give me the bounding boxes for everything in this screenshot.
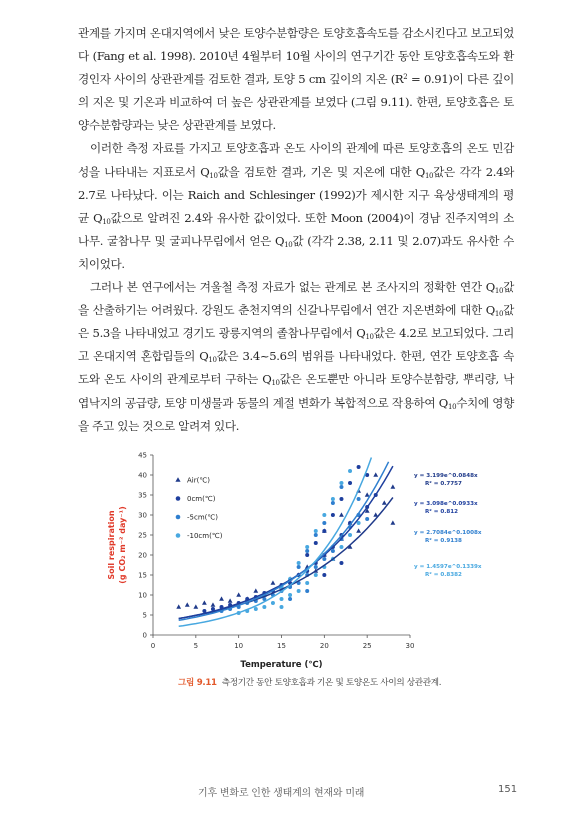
y-axis-label-line: (g CO₂ m⁻² day⁻¹) — [118, 506, 127, 584]
data-point — [357, 497, 361, 501]
body-paragraph — [78, 22, 514, 137]
y-tick-label: 10 — [138, 591, 147, 600]
y-tick-label: 20 — [138, 551, 147, 560]
data-point — [211, 602, 216, 606]
data-point — [262, 605, 266, 609]
x-tick-label: 10 — [234, 642, 244, 650]
y-tick-label: 35 — [138, 491, 147, 500]
fit-r-squared: R² = 0.8382 — [425, 572, 462, 578]
fit-curve — [179, 462, 389, 621]
data-point — [322, 529, 326, 533]
figure-caption — [178, 676, 441, 688]
body-paragraph — [78, 137, 514, 276]
data-point — [314, 533, 318, 537]
text-run: 값을 검토한 결과, 기온 및 지온에 대한 Q — [217, 164, 425, 179]
text-run: 수치에 영향을 주고 있는 것으로 알려져 있다. — [78, 395, 514, 433]
text-run: 값을 산출하기는 어려웠다. 강원도 춘천지역의 신갈나무림에서 연간 지온변화에 대한 Q — [78, 280, 514, 318]
body-text — [78, 22, 514, 438]
text-run: 10 — [102, 217, 111, 226]
x-axis-label: Temperature (℃) — [240, 660, 323, 670]
text-run: 10 — [447, 402, 457, 411]
text-run: 관계를 가지며 온대지역에서 낮은 토양수분함량은 토양호흡속도를 감소시킨다고 보고되었다 (Fang et al. 1998). 2010년 4월부터 10월 사이의 연구기간 동안 토양호흡속도와 환경인자 사이의 상관관계를 검토한 결과, 토양 5 cm 깊이의 지온 (R — [78, 26, 514, 87]
fit-r-squared: R² = 0.9138 — [425, 538, 462, 544]
text-run: 10 — [424, 171, 434, 180]
data-point — [339, 497, 343, 501]
text-run: 10 — [494, 287, 504, 296]
data-point — [271, 580, 276, 584]
figure-number: 그림 9.11 — [178, 678, 217, 688]
fit-equation: y = 1.4597e^0.1339x — [414, 564, 482, 570]
legend-label: -10cm(℃) — [187, 532, 223, 540]
data-point — [382, 500, 387, 504]
chart-points — [176, 465, 395, 615]
text-run: 값 (각각 2.38, 2.11 및 2.07)과도 유사한 수치이었다. — [78, 233, 514, 271]
data-point — [185, 602, 190, 606]
data-point — [348, 533, 352, 537]
data-point — [322, 513, 326, 517]
x-tick-label: 20 — [319, 642, 329, 650]
data-point — [280, 605, 284, 609]
data-point — [339, 561, 343, 565]
y-tick-label: 0 — [142, 631, 147, 640]
data-point — [322, 573, 326, 577]
text-run: = 0.91)이 다른 깊이의 지온 및 기온과 비교하여 더 높은 상관관계를 보였다 (그림 9.11). 한편, 토양호흡은 토양수분함량과는 낮은 상관관계를 보였다. — [78, 72, 514, 133]
legend-label: -5cm(℃) — [187, 513, 218, 522]
text-run: 값으로 알려진 2.4와 유사한 값이었다. 또한 Moon (2004)이 경남 진주지역의 소나무. 굴참나무 및 굴피나무림에서 얻은 Q — [78, 210, 515, 248]
body-paragraph — [78, 276, 514, 438]
x-tick-label: 15 — [277, 642, 286, 650]
data-point — [339, 481, 343, 485]
legend-label: 0cm(℃) — [187, 495, 216, 503]
text-run: 10 — [494, 310, 504, 319]
data-point — [305, 553, 309, 557]
data-point — [365, 517, 369, 521]
data-point — [314, 541, 318, 545]
data-point — [305, 589, 309, 593]
data-point — [356, 528, 361, 532]
data-point — [348, 481, 352, 485]
legend-marker — [175, 477, 180, 482]
data-point — [331, 501, 335, 505]
data-point — [365, 492, 370, 496]
data-point — [271, 601, 275, 605]
legend-label: Air(℃) — [187, 476, 210, 485]
y-tick-label: 15 — [138, 571, 147, 580]
data-point — [280, 597, 284, 601]
data-point — [322, 557, 326, 561]
y-tick-label: 45 — [138, 451, 147, 460]
fit-curve — [179, 466, 393, 618]
data-point — [322, 521, 326, 525]
x-tick-label: 5 — [193, 642, 199, 650]
text-run: 값은 각각 2.4와 2.7로 나타났다. 이는 Raich and Schlesinger (1992)가 제시한 지구 육상생태계의 평균 Q — [78, 164, 514, 225]
data-point — [305, 545, 309, 549]
data-point — [202, 600, 207, 604]
chart-fit-lines — [179, 458, 393, 627]
data-point — [314, 573, 318, 577]
data-point — [297, 565, 301, 569]
page-number: 151 — [498, 784, 518, 795]
data-point — [253, 588, 258, 592]
text-run: 10 — [284, 240, 293, 249]
x-tick-label: 25 — [362, 642, 372, 650]
fit-equation: y = 3.098e^0.0933x — [414, 501, 478, 507]
text-run: 10 — [208, 356, 217, 365]
data-point — [305, 581, 309, 585]
text-run: 값은 4.2로 보고되었다. 그리고 온대지역 혼합림들의 Q — [78, 326, 514, 364]
text-run: 그러나 본 연구에서는 겨울철 측정 자료가 없는 관계로 본 조사지의 정확한 연간 Q — [90, 280, 495, 295]
y-tick-label: 40 — [138, 471, 147, 480]
chart-legend — [175, 477, 222, 541]
fit-equation: y = 2.7084e^0.1008x — [414, 530, 482, 536]
data-point — [297, 589, 301, 593]
data-point — [357, 465, 361, 469]
scatter-chart — [78, 440, 498, 672]
data-point — [331, 513, 335, 517]
y-axis-label-line: Soil respiration — [107, 510, 116, 580]
legend-marker — [176, 515, 181, 520]
legend-marker — [176, 533, 181, 538]
data-point — [390, 520, 395, 524]
fit-r-squared: R² = 0.7757 — [425, 481, 462, 487]
data-point — [176, 604, 181, 608]
data-point — [339, 485, 343, 489]
text-run: 10 — [209, 171, 218, 180]
data-point — [314, 565, 318, 569]
data-point — [339, 512, 344, 516]
data-point — [373, 472, 378, 476]
data-point — [297, 561, 301, 565]
text-run: 10 — [365, 333, 374, 342]
legend-marker — [176, 496, 181, 501]
data-point — [339, 545, 343, 549]
text-run: 10 — [271, 379, 280, 388]
y-tick-label: 30 — [138, 511, 147, 520]
x-tick-label: 30 — [405, 642, 415, 650]
data-point — [193, 604, 198, 608]
text-run: 이러한 측정 자료를 가지고 토양호흡과 온도 사이의 관계에 따른 토양호흡의 온도 민감성을 나타내는 지표로서 Q — [78, 141, 514, 179]
text-run: 값은 온도뿐만 아니라 토양수분함량, 뿌리량, 낙엽낙지의 공급량, 토양 미생물과 동물의 계절 변화가 복합적으로 작용하여 Q — [78, 372, 514, 410]
y-axis-label — [107, 506, 127, 583]
data-point — [236, 592, 241, 596]
data-point — [228, 598, 233, 602]
data-point — [348, 469, 352, 473]
x-tick-label: 0 — [150, 642, 156, 650]
data-point — [331, 549, 335, 553]
chart-equations — [414, 473, 482, 578]
text-run: 2 — [403, 73, 408, 82]
figure-caption-text: 측정기간 동안 토양호흡과 기온 및 토양온도 사이의 상관관계. — [221, 678, 442, 688]
data-point — [254, 607, 258, 611]
y-tick-label: 5 — [142, 611, 147, 620]
y-tick-label: 25 — [138, 531, 147, 540]
data-point — [288, 597, 292, 601]
text-run: 값은 5.3을 나타내었고 경기도 광릉지역의 졸참나무림에서 Q — [78, 303, 514, 341]
data-point — [314, 529, 318, 533]
data-point — [288, 593, 292, 597]
data-point — [331, 497, 335, 501]
data-point — [390, 484, 395, 488]
text-run: 값은 3.4~5.6의 범위를 나타내었다. 한편, 연간 토양호흡 속도와 온도 사이의 관계로부터 구하는 Q — [78, 349, 514, 387]
fit-r-squared: R² = 0.812 — [425, 509, 459, 515]
chart-axes — [107, 452, 414, 671]
running-footer-title: 기후 변화로 인한 생태계의 현재와 미래 — [198, 788, 365, 799]
data-point — [305, 549, 309, 553]
fit-equation: y = 3.199e^0.0848x — [414, 473, 478, 479]
data-point — [219, 596, 224, 600]
